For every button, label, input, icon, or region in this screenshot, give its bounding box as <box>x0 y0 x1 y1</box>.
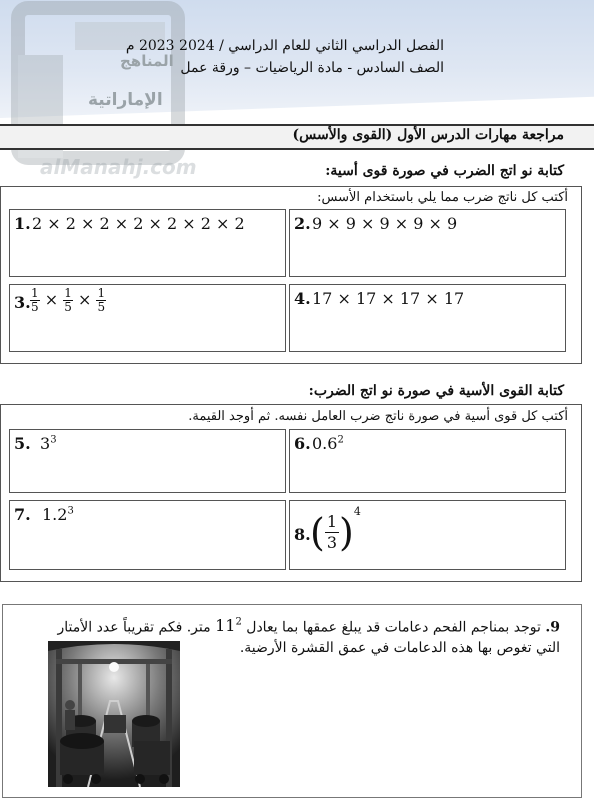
exercise-6[interactable] <box>289 429 566 493</box>
exercise-3[interactable] <box>9 284 286 352</box>
exercise-2[interactable] <box>289 209 566 277</box>
fraction: $\frac{1}{5}$ <box>31 286 39 314</box>
exercise-expression: 2 × 2 × 2 × 2 × 2 × 2 × 2 <box>32 214 245 233</box>
section-title-bar <box>0 124 594 150</box>
exercise-7[interactable] <box>9 500 286 570</box>
fraction: $\frac{1}{3}$ <box>326 512 338 552</box>
exercise-number: 8. <box>294 525 311 544</box>
header-line-1: الفصل الدراسي الثاني للعام الدراسي / 2024 2023 م <box>125 38 444 54</box>
fraction: $\frac{1}{5}$ <box>97 286 106 314</box>
header-line-2: الصف السادس - مادة الرياضيات – ورقة عمل <box>180 60 444 76</box>
exercise-number: 7. <box>14 505 31 524</box>
exercise-4[interactable] <box>289 284 566 352</box>
exercise-expression: $3^3$ <box>40 434 57 453</box>
exercise-expression <box>30 287 106 314</box>
section-title: مراجعة مهارات الدرس الأول (القوى والأسس) <box>292 127 564 143</box>
exercise-1[interactable] <box>9 209 286 277</box>
times-sign: × <box>44 290 59 309</box>
part1-heading: كتابة نو اتج الضرب في صورة قوى أسية: <box>325 163 564 179</box>
times-sign: × <box>77 290 92 309</box>
watermark-text-3: alManahj.com <box>40 155 197 179</box>
coal-mine-image <box>48 641 180 787</box>
exercise-number: 5. <box>14 434 31 453</box>
exercise-number: 6. <box>294 434 311 453</box>
question-text-b: متر. فكم تقريباً عدد الأمتار التي تغوص بها هذه الدعامات في عمق القشرة الأرضية. <box>57 619 560 657</box>
part1-instruction: أكتب كل ناتج ضرب مما يلي باستخدام الأسس: <box>317 190 568 205</box>
exercise-number: 1. <box>14 214 31 233</box>
watermark-text-1: المناهج <box>120 52 174 70</box>
exercise-expression: $0.6^2$ <box>312 434 344 453</box>
exercise-expression: $1.2^3$ <box>42 505 74 524</box>
exercise-number: 4. <box>294 289 311 308</box>
exercise-expression: 17 × 17 × 17 × 17 <box>312 289 465 308</box>
exercise-number: 3. <box>14 293 31 312</box>
exercise-expression: 9 × 9 × 9 × 9 × 9 <box>312 214 458 233</box>
part2-heading: كتابة القوى الأسية في صورة نو اتج الضرب: <box>308 383 564 399</box>
question-power: $11^2$ <box>215 616 242 636</box>
exercise-expression: ( $\frac{1}{3}$ )$^4$ <box>310 505 361 555</box>
fraction: $\frac{1}{5}$ <box>64 286 72 314</box>
exercise-number: 2. <box>294 214 311 233</box>
exercise-8[interactable] <box>289 500 566 570</box>
question-number: 9. <box>545 619 560 636</box>
part2-instruction: أكتب كل قوى أسية في صورة ناتج ضرب العامل نفسه. ثم أوجد القيمة. <box>188 409 568 424</box>
exercise-5[interactable] <box>9 429 286 493</box>
question-text-a: توجد بمناجم الفحم دعامات قد يبلغ عمقها بما يعادل <box>246 619 541 636</box>
watermark-text-2: الإماراتية <box>88 90 163 110</box>
